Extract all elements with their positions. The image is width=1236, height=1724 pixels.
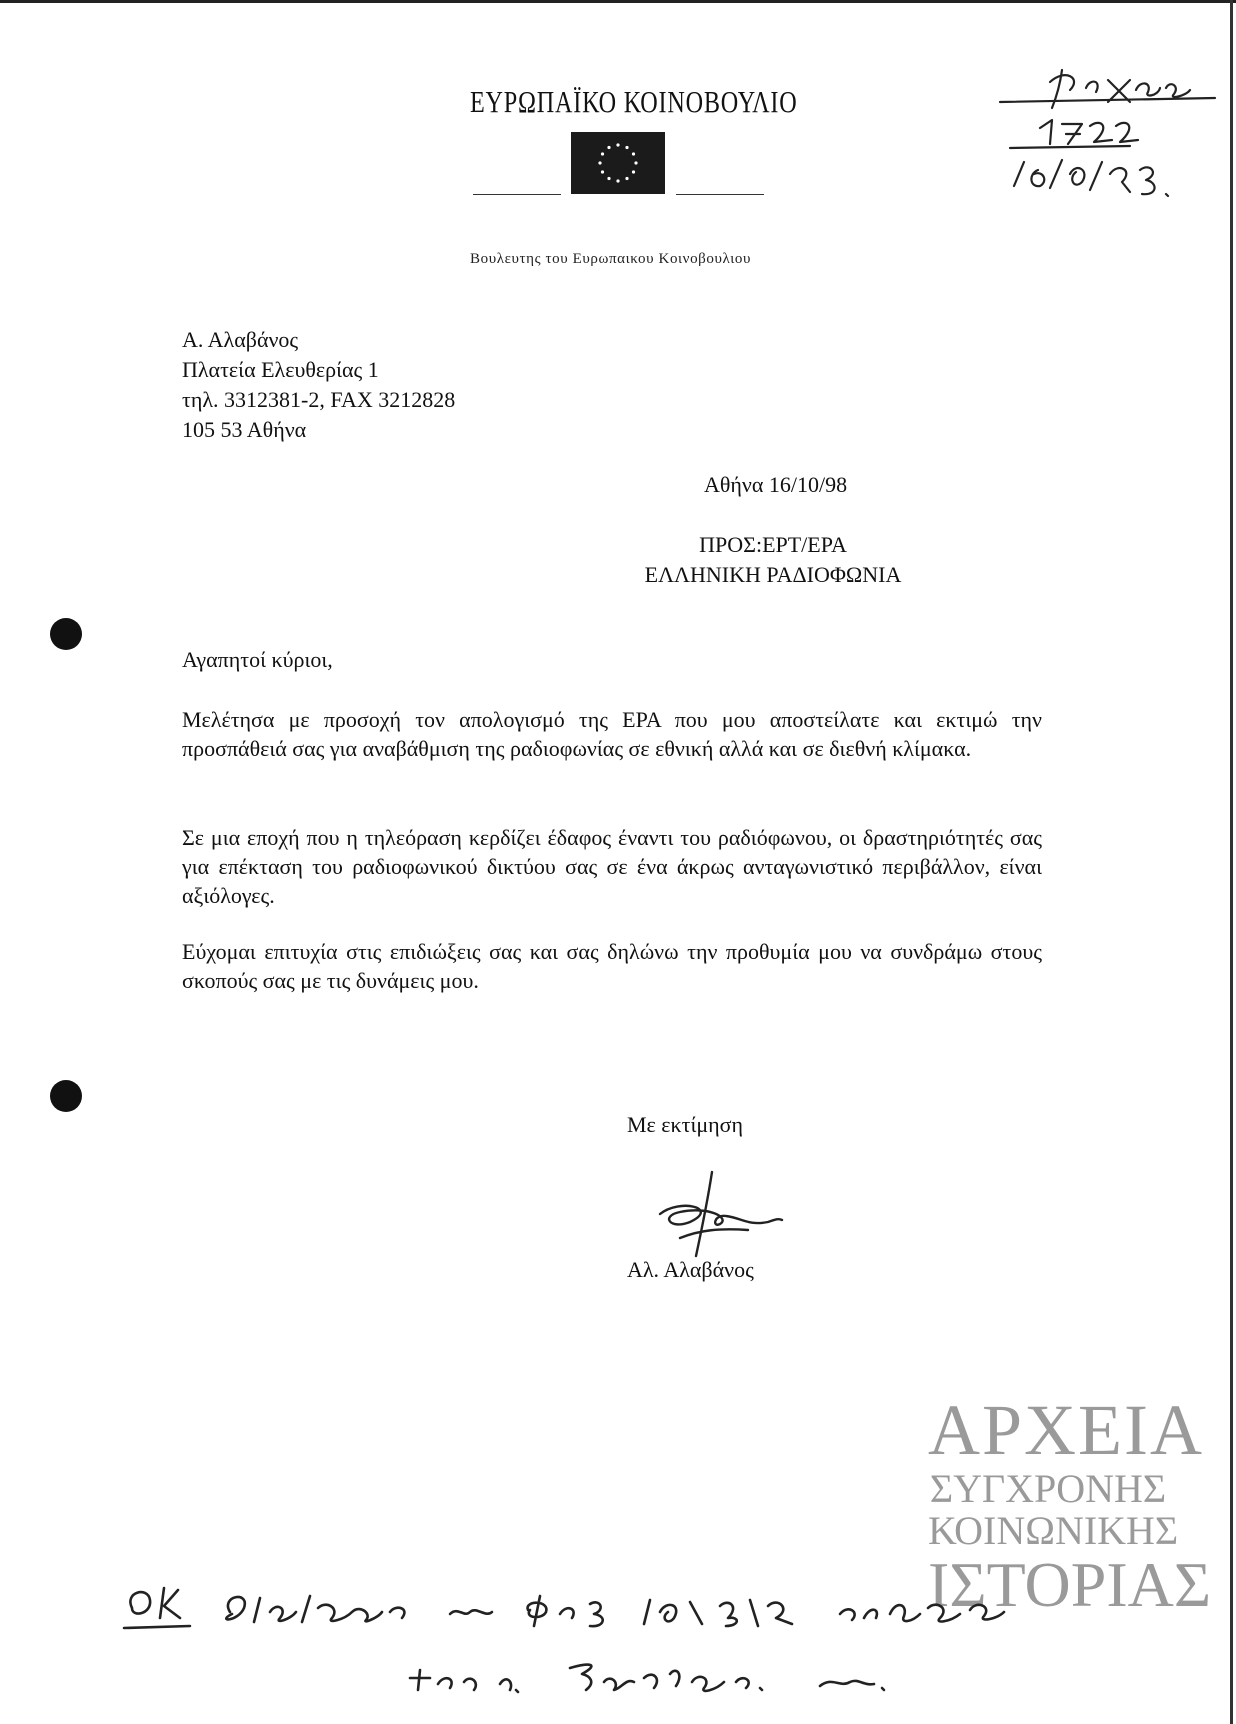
letter-date: Αθήνα 16/10/98 bbox=[704, 472, 848, 497]
punch-hole-bottom bbox=[50, 1080, 82, 1112]
body-paragraph: Εύχομαι επιτυχία στις επιδιώξεις σας και σας δηλώνω την προθυμία μου να συνδράμω στους σκοπούς σας με τις δυνάμεις μου. bbox=[182, 939, 1042, 993]
body-paragraph: Σε μια εποχή που η τηλεόραση κερδίζει έδαφος έναντι του ραδιόφωνου, οι δραστηριότητές σας για επέκταση του ραδιοφωνικού δικτύου σας σε ένα άκρως ανταγωνιστικό περιβάλλον, είναι αξιόλογες. bbox=[182, 825, 1042, 908]
signatory-name: Αλ. Αλαβάνος bbox=[627, 1257, 754, 1282]
letterhead-subtitle: Βουλευτης του Ευρωπαικου Κοινοβουλιου bbox=[470, 251, 751, 267]
salutation: Αγαπητοί κύριοι, bbox=[182, 647, 333, 672]
handwritten-fax-note bbox=[120, 1578, 1080, 1718]
sender-street: Πλατεία Ελευθερίας 1 bbox=[182, 357, 379, 382]
sender-city: 105 53 Αθήνα bbox=[182, 417, 307, 442]
eu-flag-logo bbox=[571, 132, 665, 194]
sender-address bbox=[182, 325, 455, 445]
archive-stamp-line: ΑΡΧΕΙΑ bbox=[928, 1390, 1204, 1470]
archive-stamp-line: ΙΣΤΟΡΙΑΣ bbox=[928, 1549, 1212, 1620]
sender-phone-fax: τηλ. 3312381-2, FAX 3212828 bbox=[182, 387, 456, 412]
letterhead-rule-left bbox=[473, 194, 561, 195]
archive-stamp-line: ΚΟΙΝΩΝΙΚΗΣ bbox=[928, 1508, 1179, 1553]
recipient-line-1: ΠΡΟΣ:ΕΡΤ/ΕΡΑ bbox=[699, 532, 847, 557]
page-top-edge bbox=[0, 0, 1236, 3]
recipient-block bbox=[628, 530, 918, 590]
recipient-line-2: ΕΛΛΗΝΙΚΗ ΡΑΔΙΟΦΩΝΙΑ bbox=[644, 562, 902, 587]
sender-name: Α. Αλαβάνος bbox=[182, 327, 299, 352]
page-right-edge bbox=[1230, 0, 1233, 1724]
handwritten-signature bbox=[650, 1168, 790, 1258]
handwritten-archive-annotation bbox=[990, 50, 1230, 220]
punch-hole-top bbox=[50, 618, 82, 650]
body-paragraph: Μελέτησα με προσοχή τον απολογισμό της ΕΡΑ που μου αποστείλατε και εκτιμώ την προσπάθειά σας για αναβάθμιση της ραδιοφωνίας σε εθνική αλλά και σε διεθνή κλίμακα. bbox=[182, 707, 1042, 761]
closing-phrase: Με εκτίμηση bbox=[627, 1112, 744, 1137]
letterhead-rule-right bbox=[676, 194, 764, 195]
archive-stamp-line: ΣΥΓΧΡΟΝΗΣ bbox=[929, 1466, 1167, 1511]
letterhead-title: ΕΥΡΩΠΑΪΚΟ ΚΟΙΝΟΒΟΥΛΙΟ bbox=[470, 84, 798, 119]
